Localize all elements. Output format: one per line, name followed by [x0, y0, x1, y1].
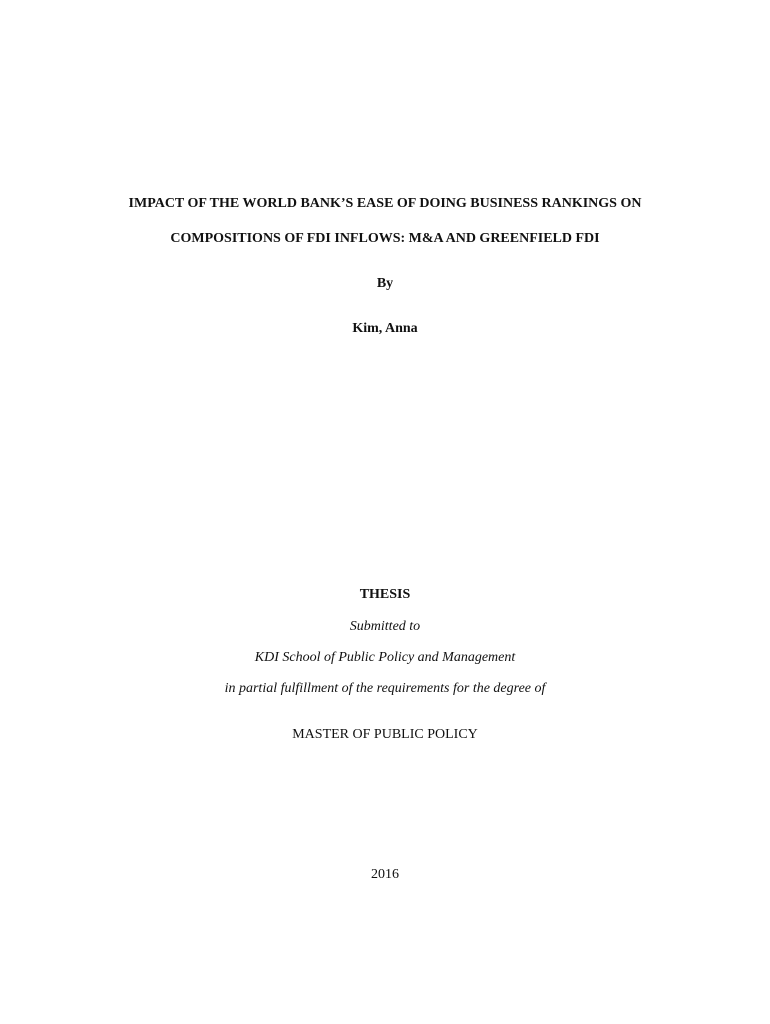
submitted-to-label: Submitted to [349, 619, 421, 634]
by-label: By [376, 276, 394, 291]
degree-name: MASTER OF PUBLIC POLICY [292, 727, 478, 742]
institution-name: KDI School of Public Policy and Management [254, 650, 516, 665]
fulfillment-statement: in partial fulfillment of the requirements for the degree of [224, 681, 546, 696]
thesis-title-line-1: IMPACT OF THE WORLD BANK’S EASE OF DOING BUSINESS RANKINGS ON [128, 196, 642, 211]
author-name: Kim, Anna [352, 321, 418, 336]
submission-year: 2016 [371, 867, 399, 882]
document-type: THESIS [359, 587, 411, 602]
thesis-title-line-2: COMPOSITIONS OF FDI INFLOWS: M&A AND GREENFIELD FDI [170, 231, 600, 246]
